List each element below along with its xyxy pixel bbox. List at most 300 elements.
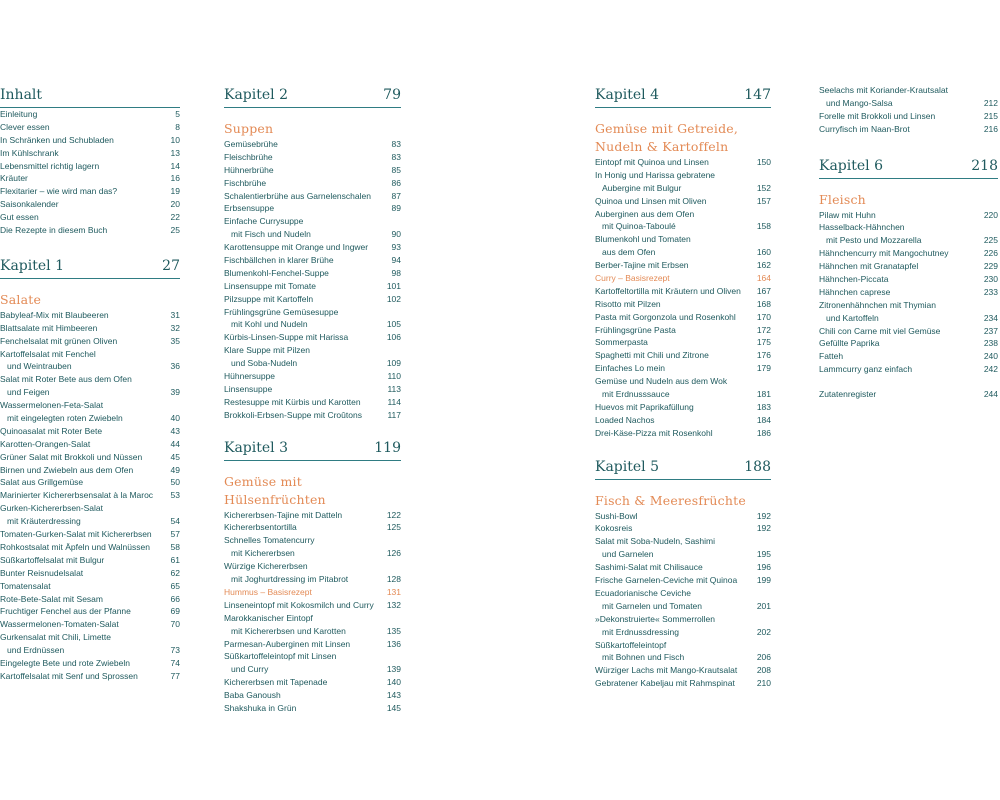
chapter-5-list: [595, 510, 771, 690]
chapter-3: [224, 439, 401, 715]
toc-entry[interactable]: [224, 409, 401, 422]
toc-entry[interactable]: [0, 160, 180, 173]
toc-entry[interactable]: [595, 677, 771, 690]
toc-entry-title: Blumenkohl-Fenchel-Suppe: [224, 267, 329, 278]
toc-entry-title: Wassermelonen-Tomaten-Salat: [0, 619, 119, 630]
toc-entry[interactable]: [0, 451, 180, 464]
toc-entry[interactable]: [819, 123, 998, 136]
toc-entry[interactable]: [0, 134, 180, 147]
toc-entry[interactable]: [819, 84, 998, 97]
toc-entry-title: mit Kichererbsen: [231, 548, 295, 559]
toc-entry-title: Linsensuppe mit Tomate: [224, 280, 316, 291]
toc-entry-title: Einfaches Lo mein: [595, 363, 665, 374]
chapter-3-heading: [224, 439, 401, 461]
chapter-5-label: Kapitel 5: [595, 458, 659, 475]
toc-entry-title: Quinoa und Linsen mit Oliven: [595, 195, 707, 206]
toc-entry-page: 192: [756, 510, 771, 521]
toc-entry-page: 45: [170, 451, 180, 462]
toc-entry-title: Restesuppe mit Kürbis und Karotten: [224, 396, 361, 407]
toc-entry[interactable]: [224, 638, 401, 651]
chapter-1-page: 27: [162, 257, 180, 274]
toc-entry[interactable]: [0, 541, 180, 554]
toc-entry[interactable]: [0, 399, 180, 412]
toc-entry-title: Fruchtiger Fenchel aus der Pfanne: [0, 606, 131, 617]
toc-entry-title: Kartoffelsalat mit Fenchel: [0, 348, 96, 359]
toc-entry-title: Shakshuka in Grün: [224, 702, 297, 713]
toc-entry-page: 196: [756, 562, 771, 573]
toc-entry-page: 14: [170, 160, 180, 171]
toc-entry[interactable]: [224, 241, 401, 254]
toc-entry-page: 101: [386, 280, 401, 291]
toc-entry[interactable]: [819, 234, 998, 247]
toc-entry-title: Clever essen: [0, 121, 50, 132]
toc-entry[interactable]: [224, 370, 401, 383]
toc-entry-page: 73: [170, 645, 180, 656]
toc-entry[interactable]: [0, 605, 180, 618]
toc-entry[interactable]: [595, 535, 771, 548]
toc-entry-page: 216: [983, 123, 998, 134]
toc-entry-page: 176: [756, 350, 771, 361]
toc-entry-page: 86: [391, 177, 401, 188]
register-entry[interactable]: [819, 388, 998, 401]
toc-entry-page: 184: [756, 414, 771, 425]
toc-entry[interactable]: [595, 587, 771, 600]
toc-entry-page: 225: [983, 235, 998, 246]
chapter-4: [595, 86, 771, 440]
toc-entry-page: 143: [386, 690, 401, 701]
toc-entry[interactable]: [595, 298, 771, 311]
toc-entry[interactable]: [819, 247, 998, 260]
toc-entry-page: 8: [175, 121, 180, 132]
toc-entry-page: 5: [175, 109, 180, 119]
toc-entry-page: 158: [756, 221, 771, 232]
toc-entry-title: Gebratener Kabeljau mit Rahmspinat: [595, 678, 735, 689]
toc-entry-page: 237: [983, 325, 998, 336]
toc-entry-title: Kichererbsen mit Tapenade: [224, 677, 328, 688]
toc-entry[interactable]: [0, 348, 180, 361]
toc-entry[interactable]: [224, 138, 401, 151]
toc-entry[interactable]: [224, 228, 401, 241]
chapter-5: [595, 458, 771, 690]
toc-entry-page: 53: [170, 490, 180, 501]
toc-entry-title: Berber-Tajine mit Erbsen: [595, 260, 689, 271]
toc-entry-page: 238: [983, 338, 998, 349]
toc-entry[interactable]: [595, 220, 771, 233]
toc-entry[interactable]: [595, 561, 771, 574]
toc-entry[interactable]: [224, 331, 401, 344]
toc-entry-page: 62: [170, 567, 180, 578]
toc-entry[interactable]: [224, 573, 401, 586]
toc-entry-page: 54: [170, 516, 180, 527]
chapter-4-label: Kapitel 4: [595, 87, 659, 103]
toc-entry-title: und Soba-Nudeln: [231, 358, 298, 369]
toc-entry-title: Rote-Bete-Salat mit Sesam: [0, 593, 103, 604]
toc-entry-page: 39: [170, 387, 180, 398]
toc-entry[interactable]: [0, 528, 180, 541]
chapter-2-label: Kapitel 2: [224, 87, 288, 103]
toc-entry[interactable]: [595, 510, 771, 523]
chapter-4-page: 147: [744, 87, 771, 103]
chapter-2-title: Suppen: [224, 121, 274, 136]
toc-entry[interactable]: [0, 360, 180, 373]
toc-entry[interactable]: [224, 586, 401, 599]
toc-entry-title: Linsensuppe: [224, 383, 273, 394]
toc-entry[interactable]: [595, 311, 771, 324]
toc-entry-title: Hähnchen caprese: [819, 286, 891, 297]
toc-entry[interactable]: [595, 156, 771, 169]
toc-entry-title: Linseneintopf mit Kokosmilch und Curry: [224, 599, 374, 610]
toc-entry[interactable]: [595, 651, 771, 664]
toc-entry[interactable]: [0, 618, 180, 631]
toc-entry-page: 125: [386, 522, 401, 533]
chapter-5-page: 188: [744, 458, 771, 475]
toc-entry-title: Frühlingsgrüne Gemüsesuppe: [224, 306, 339, 317]
toc-entry-page: 181: [756, 389, 771, 400]
toc-entry-title: und Feigen: [7, 387, 50, 398]
toc-entry[interactable]: [819, 299, 998, 312]
toc-entry[interactable]: [595, 626, 771, 639]
toc-entry[interactable]: [224, 676, 401, 689]
toc-entry-page: 234: [983, 312, 998, 323]
toc-entry[interactable]: [0, 464, 180, 477]
register-entry-title: Zutatenregister: [819, 389, 877, 400]
toc-entry[interactable]: [595, 324, 771, 337]
toc-entry-page: 199: [756, 575, 771, 586]
toc-entry-page: 139: [386, 664, 401, 675]
toc-entry[interactable]: [819, 350, 998, 363]
toc-entry[interactable]: [595, 233, 771, 246]
toc-entry[interactable]: [224, 357, 401, 370]
toc-entry[interactable]: [0, 198, 180, 211]
toc-entry[interactable]: [224, 396, 401, 409]
toc-entry-page: 20: [170, 199, 180, 210]
register-list: [819, 388, 998, 401]
toc-entry-page: 43: [170, 425, 180, 436]
toc-entry[interactable]: [224, 612, 401, 625]
toc-entry[interactable]: [0, 412, 180, 425]
toc-entry[interactable]: [819, 209, 998, 222]
toc-entry-page: 31: [170, 309, 180, 320]
toc-entry-page: 135: [386, 625, 401, 636]
toc-entry[interactable]: [224, 267, 401, 280]
toc-entry[interactable]: [595, 414, 771, 427]
toc-entry-title: und Kartoffeln: [826, 312, 879, 323]
toc-entry-title: Tomaten-Gurken-Salat mit Kichererbsen: [0, 529, 152, 540]
toc-entry-title: Kartoffeltortilla mit Kräutern und Oliven: [595, 285, 741, 296]
toc-entry-title: Einfache Currysuppe: [224, 216, 304, 227]
toc-entry[interactable]: [224, 509, 401, 522]
toc-entry[interactable]: [595, 522, 771, 535]
toc-entry-page: 150: [756, 157, 771, 167]
toc-entry-title: Hühnersuppe: [224, 371, 276, 382]
toc-entry-page: 240: [983, 351, 998, 362]
toc-entry[interactable]: [819, 110, 998, 123]
toc-entry[interactable]: [819, 221, 998, 234]
toc-entry-page: 117: [387, 409, 401, 420]
toc-entry-title: Eingelegte Bete und rote Zwiebeln: [0, 657, 130, 668]
toc-entry-page: 105: [386, 319, 401, 330]
toc-entry-title: Gurken-Kichererbsen-Salat: [0, 503, 103, 514]
toc-entry-page: 98: [391, 267, 401, 278]
toc-entry-page: 210: [756, 678, 771, 689]
toc-entry[interactable]: [224, 254, 401, 267]
toc-entry-title: Seelachs mit Koriander-Krautsalat: [819, 85, 948, 95]
toc-entry-page: 162: [756, 260, 771, 271]
toc-entry[interactable]: [224, 650, 401, 663]
toc-entry-page: 65: [170, 580, 180, 591]
toc-entry[interactable]: [0, 425, 180, 438]
toc-entry-page: 131: [386, 586, 401, 597]
toc-entry-page: 85: [391, 164, 401, 175]
toc-entry[interactable]: [595, 613, 771, 626]
toc-entry-title: In Schränken und Schubladen: [0, 134, 114, 145]
toc-entry[interactable]: [595, 548, 771, 561]
chapter-1-label: Kapitel 1: [0, 257, 64, 274]
toc-entry-page: 186: [756, 427, 771, 438]
toc-entry-title: Kräuter: [0, 173, 28, 184]
toc-entry-title: Forelle mit Brokkoli und Linsen: [819, 110, 936, 121]
toc-entry-title: Spaghetti mit Chili und Zitrone: [595, 350, 709, 361]
toc-entry[interactable]: [819, 363, 998, 376]
toc-entry-title: Curryfisch im Naan-Brot: [819, 123, 910, 134]
toc-entry-title: mit eingelegten roten Zwiebeln: [7, 413, 123, 424]
toc-entry-page: 57: [170, 529, 180, 540]
toc-entry-page: 114: [387, 396, 401, 407]
toc-entry-page: 110: [387, 371, 401, 382]
toc-entry-page: 152: [756, 182, 771, 193]
toc-entry-page: 220: [983, 209, 998, 220]
toc-entry-page: 89: [391, 203, 401, 214]
toc-entry-title: Im Kühlschrank: [0, 147, 59, 158]
toc-entry[interactable]: [224, 151, 401, 164]
toc-entry[interactable]: [0, 631, 180, 644]
toc-entry-title: Kichererbsen-Tajine mit Datteln: [224, 509, 343, 520]
toc-entry-title: Huevos mit Paprikafüllung: [595, 401, 694, 412]
toc-entry[interactable]: [819, 325, 998, 338]
toc-entry-title: Blattsalate mit Himbeeren: [0, 322, 98, 333]
toc-entry[interactable]: [0, 172, 180, 185]
toc-entry[interactable]: [819, 312, 998, 325]
toc-entry[interactable]: [0, 108, 180, 121]
toc-entry[interactable]: [224, 215, 401, 228]
toc-entry[interactable]: [595, 362, 771, 375]
intro-list: [0, 108, 180, 237]
toc-entry[interactable]: [819, 286, 998, 299]
toc-entry-title: Loaded Nachos: [595, 414, 655, 425]
toc-entry-title: Frühlingsgrüne Pasta: [595, 324, 676, 335]
toc-entry[interactable]: [0, 322, 180, 335]
toc-entry-title: Gut essen: [0, 212, 39, 223]
toc-entry-page: 233: [983, 286, 998, 297]
toc-entry[interactable]: [0, 489, 180, 502]
toc-entry[interactable]: [595, 600, 771, 613]
toc-entry[interactable]: [595, 388, 771, 401]
toc-entry[interactable]: [0, 670, 180, 683]
toc-entry[interactable]: [224, 702, 401, 715]
toc-entry-page: 229: [983, 261, 998, 272]
toc-entry-title: Pasta mit Gorgonzola und Rosenkohl: [595, 311, 736, 322]
toc-entry[interactable]: [595, 336, 771, 349]
toc-entry[interactable]: [224, 689, 401, 702]
toc-entry-title: Salat mit Soba-Nudeln, Sashimi: [595, 536, 716, 547]
toc-entry[interactable]: [0, 373, 180, 386]
toc-entry[interactable]: [224, 344, 401, 357]
toc-entry[interactable]: [0, 309, 180, 322]
toc-entry[interactable]: [224, 383, 401, 396]
toc-entry[interactable]: [224, 599, 401, 612]
toc-entry[interactable]: [595, 574, 771, 587]
toc-entry[interactable]: [224, 318, 401, 331]
toc-entry-page: 201: [756, 600, 771, 611]
toc-entry[interactable]: [224, 164, 401, 177]
toc-entry[interactable]: [0, 657, 180, 670]
toc-entry-title: Kokosreis: [595, 523, 633, 534]
chapter-4-title-line-2: Nudeln & Kartoffeln: [595, 139, 729, 154]
toc-entry-page: 132: [386, 599, 401, 610]
toc-entry[interactable]: [0, 335, 180, 348]
toc-entry[interactable]: [595, 639, 771, 652]
toc-entry[interactable]: [595, 272, 771, 285]
toc-entry[interactable]: [224, 547, 401, 560]
toc-entry-page: 32: [170, 322, 180, 333]
toc-entry-page: 170: [756, 311, 771, 322]
toc-entry-title: und Garnelen: [602, 549, 654, 560]
toc-entry-title: mit Kohl und Nudeln: [231, 319, 308, 330]
toc-entry[interactable]: [595, 427, 771, 440]
toc-entry[interactable]: [224, 202, 401, 215]
toc-entry[interactable]: [595, 246, 771, 259]
toc-entry[interactable]: [0, 185, 180, 198]
toc-entry-title: aus dem Ofen: [602, 247, 656, 258]
toc-entry-page: 208: [756, 665, 771, 676]
toc-entry[interactable]: [0, 567, 180, 580]
toc-entry[interactable]: [224, 280, 401, 293]
toc-entry-title: Fischbällchen in klarer Brühe: [224, 255, 334, 266]
toc-entry-title: Eintopf mit Quinoa und Linsen: [595, 157, 709, 167]
toc-entry-title: Erbsensuppe: [224, 203, 275, 214]
toc-entry[interactable]: [224, 663, 401, 676]
toc-entry[interactable]: [0, 554, 180, 567]
toc-entry[interactable]: [595, 195, 771, 208]
toc-entry[interactable]: [0, 593, 180, 606]
toc-entry-page: 61: [170, 554, 180, 565]
toc-entry-title: Quinoasalat mit Roter Bete: [0, 425, 103, 436]
toc-entry[interactable]: [819, 337, 998, 350]
toc-entry-page: 172: [756, 324, 771, 335]
toc-title: Inhalt: [0, 87, 43, 103]
toc-entry[interactable]: [595, 664, 771, 677]
toc-entry-title: Klare Suppe mit Pilzen: [224, 345, 310, 356]
toc-entry-title: Brokkoli-Erbsen-Suppe mit Croûtons: [224, 409, 362, 420]
toc-entry-title: Hummus – Basisrezept: [224, 586, 312, 597]
toc-entry-page: 145: [386, 702, 401, 713]
toc-entry[interactable]: [595, 169, 771, 182]
toc-entry-title: Auberginen aus dem Ofen: [595, 208, 695, 219]
toc-entry[interactable]: [595, 208, 771, 221]
toc-entry[interactable]: [819, 260, 998, 273]
toc-entry[interactable]: [0, 386, 180, 399]
toc-entry-title: Marinierter Kichererbsensalat à la Maroc: [0, 490, 154, 501]
toc-entry-title: Salat mit Roter Bete aus dem Ofen: [0, 374, 132, 385]
toc-entry[interactable]: [595, 349, 771, 362]
chapter-6-label: Kapitel 6: [819, 157, 883, 174]
chapter-4-heading: [595, 86, 771, 108]
toc-entry[interactable]: [224, 306, 401, 319]
toc-entry[interactable]: [224, 177, 401, 190]
chapter-3-label: Kapitel 3: [224, 439, 288, 456]
toc-entry[interactable]: [224, 534, 401, 547]
toc-entry[interactable]: [0, 121, 180, 134]
toc-entry[interactable]: [0, 580, 180, 593]
toc-entry-page: 128: [386, 574, 401, 585]
toc-entry-title: und Mango-Salsa: [826, 97, 893, 108]
chapter-5-continued-list: [819, 84, 998, 136]
toc-entry[interactable]: [0, 644, 180, 657]
toc-entry-page: 167: [756, 285, 771, 296]
toc-entry[interactable]: [224, 560, 401, 573]
toc-entry-page: 25: [170, 225, 180, 236]
chapter-2-heading: [224, 86, 401, 108]
toc-entry[interactable]: [0, 224, 180, 237]
toc-entry-title: Zitronenhähnchen mit Thymian: [819, 299, 937, 310]
toc-entry-title: Parmesan-Auberginen mit Linsen: [224, 638, 351, 649]
toc-entry[interactable]: [595, 285, 771, 298]
toc-entry-page: 70: [170, 619, 180, 630]
toc-entry-title: Karotten-Orangen-Salat: [0, 438, 91, 449]
toc-entry-page: 44: [170, 438, 180, 449]
toc-entry[interactable]: [0, 502, 180, 515]
toc-entry[interactable]: [224, 521, 401, 534]
toc-entry-title: Bunter Reisnudelsalat: [0, 567, 84, 578]
toc-entry[interactable]: [224, 190, 401, 203]
toc-entry-page: 36: [170, 361, 180, 372]
toc-entry-page: 83: [391, 139, 401, 149]
toc-entry-page: 183: [756, 401, 771, 412]
toc-entry-page: 160: [756, 247, 771, 258]
toc-entry[interactable]: [819, 273, 998, 286]
toc-entry[interactable]: [224, 293, 401, 306]
toc-entry[interactable]: [0, 211, 180, 224]
chapter-2: [224, 86, 401, 422]
toc-entry-title: Baba Ganoush: [224, 690, 281, 701]
toc-entry-title: und Weintrauben: [7, 361, 72, 372]
chapter-6: [819, 157, 998, 401]
toc-entry-title: Birnen und Zwiebeln aus dem Ofen: [0, 464, 134, 475]
toc-entry-page: 69: [170, 606, 180, 617]
toc-entry-page: 90: [391, 229, 401, 240]
toc-entry-title: mit Bohnen und Fisch: [602, 652, 685, 663]
toc-entry[interactable]: [0, 515, 180, 528]
toc-entry[interactable]: [595, 182, 771, 195]
toc-entry[interactable]: [595, 375, 771, 388]
toc-entry-title: Einleitung: [0, 109, 38, 119]
toc-entry[interactable]: [0, 476, 180, 489]
toc-entry-page: 93: [391, 242, 401, 253]
toc-entry[interactable]: [0, 147, 180, 160]
toc-entry[interactable]: [595, 401, 771, 414]
toc-entry[interactable]: [595, 259, 771, 272]
toc-entry-page: 168: [756, 298, 771, 309]
toc-entry-title: mit Quinoa-Taboulé: [602, 221, 676, 232]
toc-entry-page: 102: [386, 293, 401, 304]
toc-entry-title: Ecuadorianische Ceviche: [595, 587, 691, 598]
toc-entry[interactable]: [819, 97, 998, 110]
toc-entry[interactable]: [0, 438, 180, 451]
toc-entry-page: 175: [756, 337, 771, 348]
toc-entry[interactable]: [224, 625, 401, 638]
toc-entry-title: Schalentierbrühe aus Garnelenschalen: [224, 190, 371, 201]
toc-entry-page: 192: [756, 523, 771, 534]
